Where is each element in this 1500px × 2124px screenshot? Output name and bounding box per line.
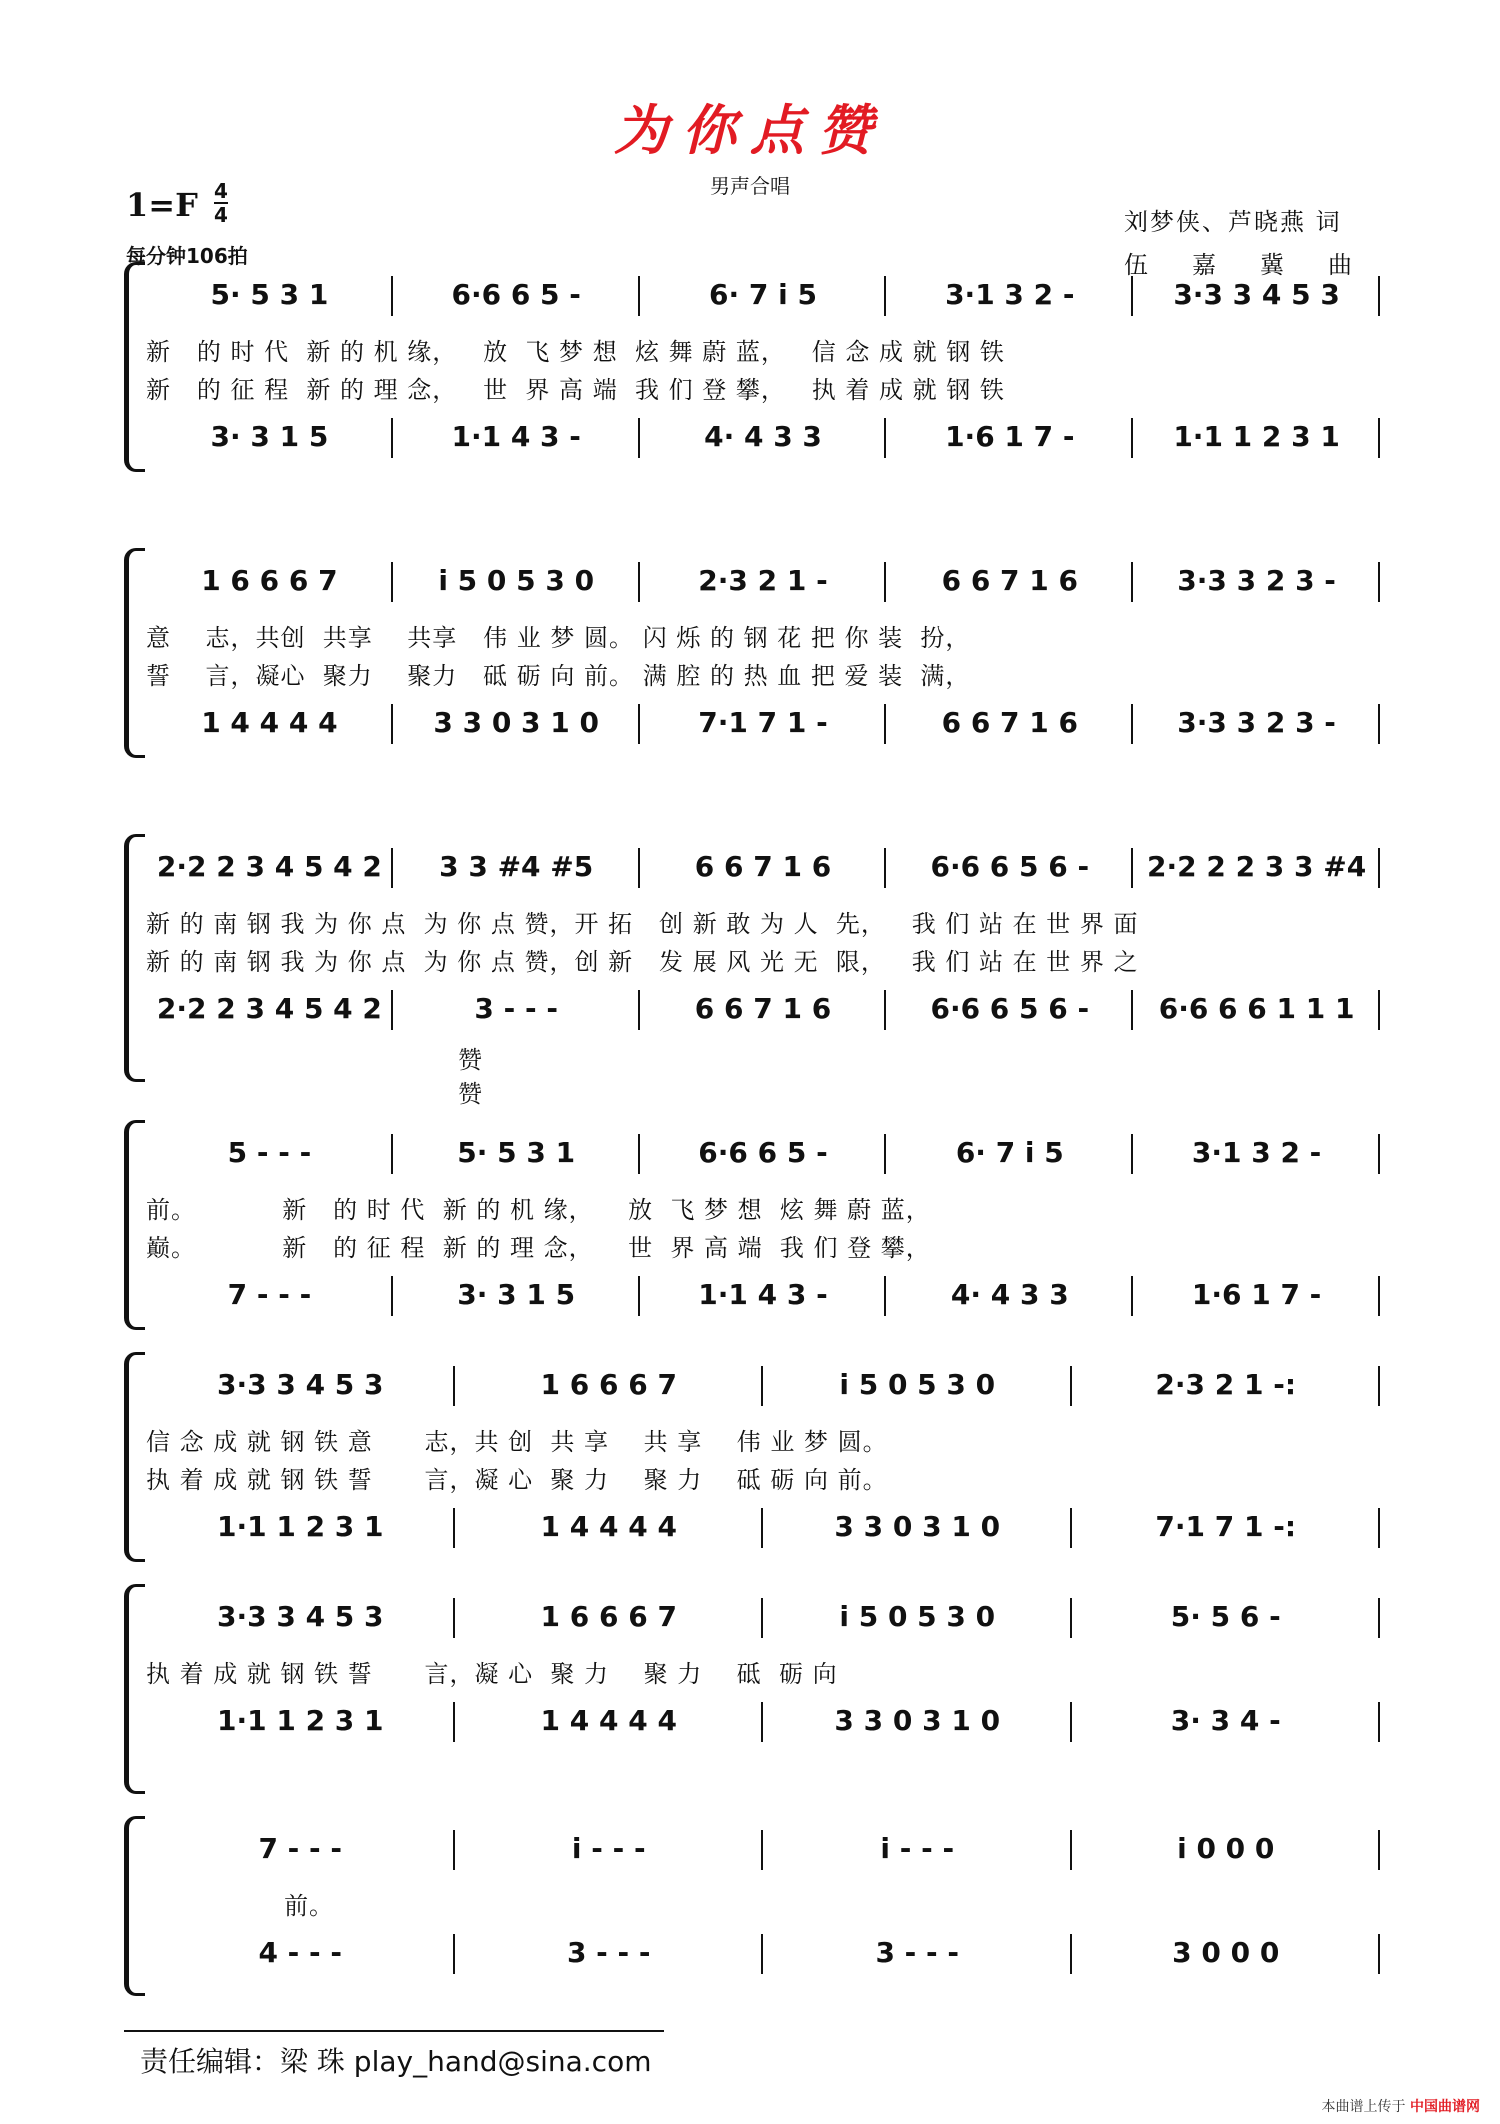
upper-measure: 5· 5 3 1 (457, 1136, 576, 1169)
upper-measure: i - - - (880, 1832, 955, 1865)
lyric-line: 巅。 新 的 征 程 新 的 理 念， 世 界 高 端 我 们 登 攀， (146, 1234, 931, 1262)
barline (1070, 1934, 1072, 1974)
lower-staff (146, 982, 1380, 1038)
system-brace (124, 834, 145, 1082)
barline (1131, 1134, 1133, 1174)
system-brace (124, 1352, 145, 1562)
lyric-line: 前。 新 的 时 代 新 的 机 缘， 放 飞 梦 想 炫 舞 蔚 蓝， (146, 1196, 931, 1224)
lower-measure: 3 - - - (474, 992, 558, 1025)
lower-measure: 1·1 1 2 3 1 (216, 1510, 384, 1543)
score-system (124, 1352, 1380, 1562)
barline (1378, 990, 1380, 1030)
lyricist-credit: 刘梦侠、芦晓燕 词 (1124, 208, 1342, 236)
barline (1378, 1508, 1380, 1548)
barline (453, 1702, 455, 1742)
barline (1131, 276, 1133, 316)
barline (1378, 1134, 1380, 1174)
lower-measure: 3·3 3 2 3 - (1177, 706, 1336, 739)
lower-measure: 3· 3 4 - (1170, 1704, 1281, 1737)
upper-measure: i - - - (571, 1832, 646, 1865)
lower-measure: 1 4 4 4 4 (201, 706, 338, 739)
upper-measure: 3 3 #4 #5 (439, 850, 594, 883)
system-brace (124, 262, 145, 472)
barline (761, 1598, 763, 1638)
lyric-line: 意 志，共创 共享 共享 伟 业 梦 圆。 闪 烁 的 钢 花 把 你 装 扮， (146, 624, 971, 652)
lower-lyric: 赞 (458, 1046, 483, 1074)
lower-measure: 6·6 6 6 1 1 1 (1158, 992, 1355, 1025)
lower-measure: 1·1 4 3 - (698, 1278, 828, 1311)
barline (884, 1134, 886, 1174)
barline (638, 418, 640, 458)
barline (638, 1134, 640, 1174)
barline (884, 562, 886, 602)
upper-measure: 2·2 2 2 3 3 #4 (1146, 850, 1367, 883)
barline (1378, 1276, 1380, 1316)
barline (761, 1830, 763, 1870)
barline (453, 1598, 455, 1638)
lower-measure: 7 - - - (227, 1278, 312, 1311)
barline (453, 1830, 455, 1870)
barline (453, 1934, 455, 1974)
barline (1378, 704, 1380, 744)
lower-measure: 3 0 0 0 (1172, 1936, 1280, 1969)
system-brace (124, 548, 145, 758)
upper-measure: 6· 7 i 5 (709, 278, 817, 311)
upper-measure: 6 6 7 1 6 (941, 564, 1078, 597)
barline (1070, 1702, 1072, 1742)
barline (1131, 848, 1133, 888)
lyric-line: 新 的 南 钢 我 为 你 点 为 你 点 赞，开 拓 创 新 敢 为 人 先， 我 们 站 在 世 界 面 (146, 910, 1139, 938)
barline (1070, 1598, 1072, 1638)
system-brace (124, 1584, 145, 1794)
composer-char: 嘉 (1192, 251, 1218, 279)
lower-measure: 6·6 6 5 6 - (930, 992, 1090, 1025)
upper-measure: 3·3 3 4 5 3 (216, 1368, 384, 1401)
upper-staff (146, 1126, 1380, 1182)
lyric-line: 新 的 时 代 新 的 机 缘， 放 飞 梦 想 炫 舞 蔚 蓝， 信 念 成 就 钢 铁 (146, 338, 1005, 366)
barline (1070, 1830, 1072, 1870)
tempo-marking: 每分钟106拍 (126, 244, 248, 268)
barline (1378, 562, 1380, 602)
song-title: 为你点赞 (614, 98, 886, 162)
upper-measure: 2·3 2 1 -: (1155, 1368, 1297, 1401)
upper-staff (146, 1358, 1380, 1414)
barline (1378, 1702, 1380, 1742)
editor-credit: 责任编辑：梁 珠 play_hand@sina.com (140, 2045, 652, 2078)
lower-staff (146, 696, 1380, 752)
upper-measure: 5 - - - (227, 1136, 312, 1169)
lower-measure: 1 4 4 4 4 (540, 1510, 677, 1543)
barline (761, 1508, 763, 1548)
system-brace (124, 1816, 145, 1996)
score-system (124, 548, 1380, 758)
upper-measure: 6· 7 i 5 (955, 1136, 1064, 1169)
barline (391, 704, 393, 744)
barline (1131, 990, 1133, 1030)
upper-measure: 3·3 3 2 3 - (1177, 564, 1336, 597)
score-system (124, 1584, 1380, 1794)
lyric-line: 执 着 成 就 钢 铁 誓 言，凝 心 聚 力 聚 力 砥 砺 向 前。 (146, 1466, 888, 1494)
barline (1131, 704, 1133, 744)
score-system (124, 834, 1380, 1108)
composer-char: 曲 (1328, 251, 1354, 279)
lower-measure: 4 - - - (258, 1936, 343, 1969)
barline (884, 704, 886, 744)
barline (391, 276, 393, 316)
footer-divider (124, 2030, 664, 2032)
upper-measure: 6 6 7 1 6 (694, 850, 832, 883)
barline (638, 1276, 640, 1316)
barline (638, 704, 640, 744)
barline (638, 848, 640, 888)
lower-measure: 4· 4 3 3 (704, 420, 822, 453)
lower-measure: 4· 4 3 3 (950, 1278, 1069, 1311)
lower-measure: 3 3 0 3 1 0 (834, 1510, 1001, 1543)
barline (761, 1934, 763, 1974)
upper-measure: i 5 0 5 3 0 (839, 1600, 996, 1633)
stamp-site: 中国曲谱网 (1410, 2099, 1480, 2115)
lower-measure: 3 - - - (566, 1936, 651, 1969)
lower-staff (146, 1926, 1380, 1982)
upload-stamp (1322, 2096, 1480, 2116)
lyric-line: 前。 (146, 1892, 335, 1920)
barline (884, 276, 886, 316)
barline (1378, 276, 1380, 316)
upper-measure: 2·2 2 3 4 5 4 2 (156, 850, 382, 883)
upper-staff (146, 268, 1380, 324)
lower-measure: 1·1 4 3 - (451, 420, 581, 453)
upper-measure: i 0 0 0 (1177, 1832, 1275, 1865)
meter-bottom: 4 (214, 203, 228, 227)
upper-measure: i 5 0 5 3 0 (438, 564, 595, 597)
meter-top: 4 (214, 179, 228, 203)
lower-measure: 1·6 1 7 - (1191, 1278, 1322, 1311)
composer-char: 冀 (1260, 251, 1286, 279)
upper-measure: 6·6 6 5 - (451, 278, 581, 311)
lower-measure: 3· 3 1 5 (210, 420, 329, 453)
barline (761, 1366, 763, 1406)
upper-measure: 1 6 6 6 7 (540, 1600, 677, 1633)
lower-measure: 3 3 0 3 1 0 (433, 706, 600, 739)
barline (391, 1276, 393, 1316)
barline (391, 418, 393, 458)
barline (453, 1508, 455, 1548)
barline (1070, 1366, 1072, 1406)
upper-measure: 3·1 3 2 - (945, 278, 1075, 311)
upper-measure: 2·3 2 1 - (698, 564, 828, 597)
barline (391, 562, 393, 602)
barline (884, 418, 886, 458)
barline (1131, 562, 1133, 602)
lower-staff (146, 1694, 1380, 1750)
barline (1070, 1508, 1072, 1548)
upper-staff (146, 1822, 1380, 1878)
lower-measure: 3 - - - (875, 1936, 960, 1969)
barline (884, 848, 886, 888)
lower-measure: 1·6 1 7 - (945, 420, 1075, 453)
upper-measure: 5· 5 6 - (1170, 1600, 1281, 1633)
barline (391, 848, 393, 888)
barline (1131, 418, 1133, 458)
lower-staff (146, 1500, 1380, 1556)
upper-measure: 1 6 6 6 7 (540, 1368, 677, 1401)
barline (638, 990, 640, 1030)
lower-measure: 6 6 7 1 6 (941, 706, 1078, 739)
lower-staff (146, 410, 1380, 466)
upper-measure: 1 6 6 6 7 (201, 564, 338, 597)
lyric-line: 信 念 成 就 钢 铁 意 志，共 创 共 享 共 享 伟 业 梦 圆。 (146, 1428, 888, 1456)
upper-measure: 3·3 3 4 5 3 (1173, 278, 1340, 311)
system-brace (124, 1120, 145, 1330)
lower-measure: 1·1 1 2 3 1 (216, 1704, 384, 1737)
upper-measure: 7 - - - (258, 1832, 343, 1865)
lower-measure: 1 4 4 4 4 (540, 1704, 677, 1737)
barline (638, 562, 640, 602)
barline (1378, 1934, 1380, 1974)
barline (391, 990, 393, 1030)
barline (884, 1276, 886, 1316)
score-system (124, 1816, 1380, 1996)
lower-measure: 6 6 7 1 6 (694, 992, 832, 1025)
lyric-line: 新 的 征 程 新 的 理 念， 世 界 高 端 我 们 登 攀， 执 着 成 就 钢 铁 (146, 376, 1005, 404)
barline (884, 990, 886, 1030)
upper-measure: 3·1 3 2 - (1191, 1136, 1322, 1169)
barline (1378, 418, 1380, 458)
upper-staff (146, 554, 1380, 610)
score-system (124, 1120, 1380, 1330)
lower-staff (146, 1268, 1380, 1324)
lower-measure: 1·1 1 2 3 1 (1173, 420, 1340, 453)
upper-measure: 5· 5 3 1 (210, 278, 329, 311)
barline (1378, 1366, 1380, 1406)
upper-measure: 6·6 6 5 6 - (930, 850, 1090, 883)
upper-staff (146, 1590, 1380, 1646)
lyric-line: 誓 言，凝心 聚力 聚力 砥 砺 向 前。 满 腔 的 热 血 把 爱 装 满， (146, 662, 971, 690)
upper-staff (146, 840, 1380, 896)
lower-lyric: 赞 (458, 1080, 483, 1108)
time-signature (214, 180, 228, 226)
barline (1378, 848, 1380, 888)
lower-measure: 7·1 7 1 - (698, 706, 828, 739)
stamp-prefix: 本曲谱上传于 (1321, 2099, 1406, 2115)
upper-measure: 6·6 6 5 - (698, 1136, 828, 1169)
barline (391, 1134, 393, 1174)
lyric-line: 执 着 成 就 钢 铁 誓 言，凝 心 聚 力 聚 力 砥 砺 向 (146, 1660, 838, 1688)
lower-measure: 3· 3 1 5 (457, 1278, 576, 1311)
barline (638, 276, 640, 316)
barline (1378, 1830, 1380, 1870)
lower-measure: 3 3 0 3 1 0 (834, 1704, 1001, 1737)
barline (453, 1366, 455, 1406)
song-subtitle: 男声合唱 (710, 174, 790, 198)
lower-measure: 2·2 2 3 4 5 4 2 (156, 992, 382, 1025)
barline (1131, 1276, 1133, 1316)
score-system (124, 262, 1380, 472)
composer-char: 伍 (1124, 251, 1150, 279)
lower-measure: 7·1 7 1 -: (1155, 1510, 1297, 1543)
key-signature: 1=F (126, 186, 198, 224)
lyric-line: 新 的 南 钢 我 为 你 点 为 你 点 赞，创 新 发 展 风 光 无 限， 我 们 站 在 世 界 之 (146, 948, 1139, 976)
upper-measure: 3·3 3 4 5 3 (216, 1600, 384, 1633)
barline (761, 1702, 763, 1742)
barline (1378, 1598, 1380, 1638)
upper-measure: i 5 0 5 3 0 (839, 1368, 996, 1401)
